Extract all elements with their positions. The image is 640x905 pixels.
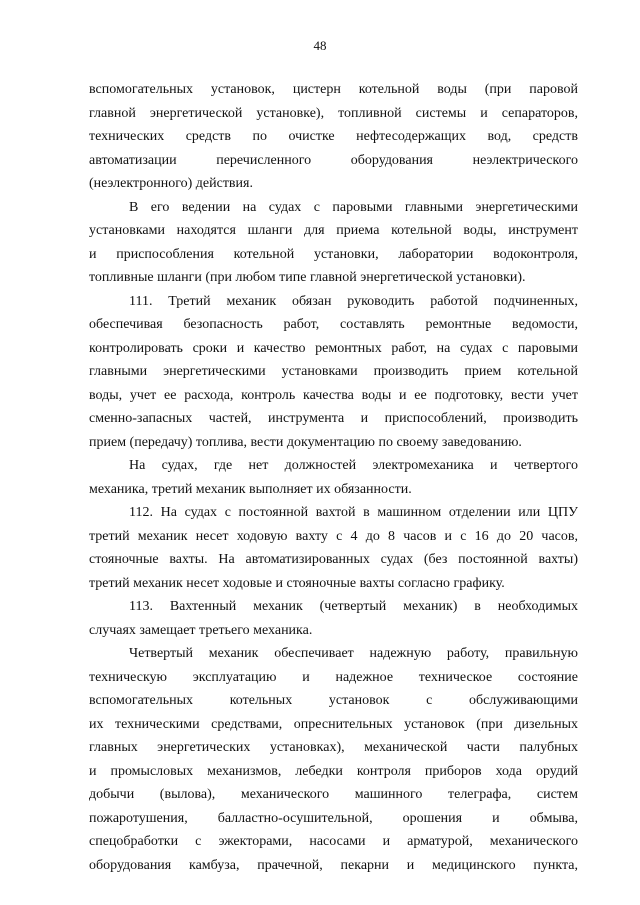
text-line: техническую эксплуатацию и надежное техническое состояние — [89, 669, 578, 685]
text-line: Четвертый механик обеспечивает надежную работу, правильную — [129, 646, 578, 661]
text-line: добычи (вылова), механического машинного телеграфа, систем — [89, 787, 578, 802]
text-line: пожаротушения, балластно-осушительной, орошения и обмыва, — [89, 810, 578, 826]
text-line: контролировать сроки и качество ремонтных работ, на судах с паровыми — [89, 340, 578, 356]
paragraph — [89, 501, 578, 595]
text-line: спецобработки с эжекторами, насосами и арматурой, механического — [89, 834, 578, 849]
text-line: 112. На судах с постоянной вахтой в машинном отделении или ЦПУ — [129, 505, 578, 520]
text-line: их техническими средствами, опреснительных установок (при дизельных — [89, 716, 578, 732]
text-line: механика, третий механик выполняет их обязанности. — [89, 481, 412, 497]
text-line: автоматизации перечисленного оборудования неэлектрического — [89, 152, 578, 168]
text-line: 113. Вахтенный механик (четвертый механик) в необходимых — [129, 599, 578, 614]
text-line: 111. Третий механик обязан руководить работой подчиненных, — [129, 293, 578, 309]
text-line: вспомогательных установок, цистерн котельной воды (при паровой — [89, 82, 578, 97]
text-line: третий механик несет ходовые и стояночные вахты согласно графику. — [89, 575, 505, 591]
text-line: технических средств по очистке нефтесодержащих вод, средств — [89, 129, 578, 144]
text-line: воды, учет ее расхода, контроль качества воды и ее подготовку, вести учет — [89, 387, 578, 403]
text-line: главных энергетических установках), механической части палубных — [89, 740, 578, 755]
text-line: стояночные вахты. На автоматизированных судах (без постоянной вахты) — [89, 552, 578, 567]
text-line: главной энергетической установке), топливной системы и сепараторов, — [89, 105, 578, 121]
text-line: случаях замещает третьего механика. — [89, 622, 313, 638]
paragraph — [89, 78, 578, 196]
text-line: вспомогательных котельных установок с обслуживающими — [89, 693, 578, 708]
text-line: (неэлектронного) действия. — [89, 176, 253, 191]
text-line: В его ведении на судах с паровыми главными энергетическими — [129, 199, 578, 215]
body-text — [89, 78, 578, 877]
text-line: главными энергетическими установками производить прием котельной — [89, 364, 578, 379]
paragraph — [89, 642, 578, 877]
paragraph — [89, 595, 578, 642]
text-line: обеспечивая безопасность работ, составлять ремонтные ведомости, — [89, 317, 578, 332]
text-line: топливные шланги (при любом типе главной энергетической установки). — [89, 270, 526, 285]
paragraph — [89, 290, 578, 455]
text-line: и приспособления котельной установки, лаборатории водоконтроля, — [89, 246, 578, 262]
paragraph — [89, 454, 578, 501]
text-line: На судах, где нет должностей электромеханика и четвертого — [129, 458, 578, 473]
paragraph — [89, 196, 578, 290]
text-line: прием (передачу) топлива, вести документацию по своему заведованию. — [89, 434, 522, 450]
text-line: оборудования камбуза, прачечной, пекарни и медицинского пункта, — [89, 857, 578, 873]
text-line: и промысловых механизмов, лебедки контроля приборов хода орудий — [89, 763, 578, 779]
text-line: установками находятся шланги для приема котельной воды, инструмент — [89, 223, 578, 238]
text-line: сменно-запасных частей, инструмента и приспособлений, производить — [89, 411, 578, 426]
text-line: третий механик несет ходовую вахту с 4 до 8 часов и с 16 до 20 часов, — [89, 528, 578, 544]
page-number: 48 — [313, 38, 327, 53]
